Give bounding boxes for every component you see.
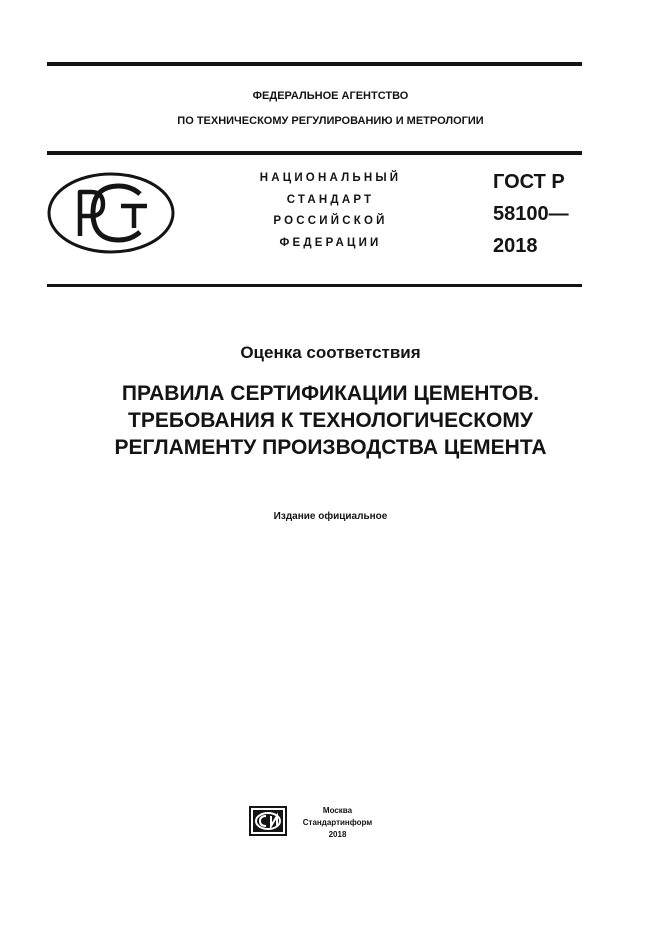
header-rule — [47, 151, 582, 155]
title-line-2: ТРЕБОВАНИЯ К ТЕХНОЛОГИЧЕСКОМУ — [128, 409, 533, 432]
standard-type-line-1: НАЦИОНАЛЬНЫЙ — [259, 172, 402, 184]
publisher-year: 2018 — [328, 830, 347, 839]
standard-type-line-4: ФЕДЕРАЦИИ — [279, 236, 382, 249]
top-rule — [47, 62, 582, 66]
header-bottom-rule — [47, 284, 582, 287]
title-line-1: ПРАВИЛА СЕРТИФИКАЦИИ ЦЕМЕНТОВ. — [121, 382, 540, 405]
publisher-info — [290, 805, 385, 841]
standard-type-line-2: СТАНДАРТ — [286, 193, 375, 206]
rst-certification-logo-icon — [47, 172, 175, 254]
standard-type — [228, 168, 433, 254]
document-title — [0, 380, 661, 461]
publisher-city: Москва — [322, 806, 353, 815]
standard-type-line-3: РОССИЙСКОЙ — [273, 215, 388, 227]
title-line-3: РЕГЛАМЕНТУ ПРОИЗВОДСТВА ЦЕМЕНТА — [114, 436, 547, 459]
designation-line-1: ГОСТ Р — [493, 171, 565, 193]
agency-line-2: ПО ТЕХНИЧЕСКОМУ РЕГУЛИРОВАНИЮ И МЕТРОЛОГИИ — [177, 115, 484, 127]
agency-line-1: ФЕДЕРАЛЬНОЕ АГЕНТСТВО — [252, 90, 409, 102]
standartinform-logo-icon — [249, 806, 287, 836]
edition-label: Издание официальное — [273, 511, 388, 522]
designation-line-3: 2018 — [493, 235, 538, 257]
document-subtitle: Оценка соответствия — [240, 343, 421, 362]
standard-designation — [493, 166, 569, 262]
designation-line-2: 58100— — [493, 203, 569, 225]
publisher-name: Стандартинформ — [302, 818, 373, 827]
